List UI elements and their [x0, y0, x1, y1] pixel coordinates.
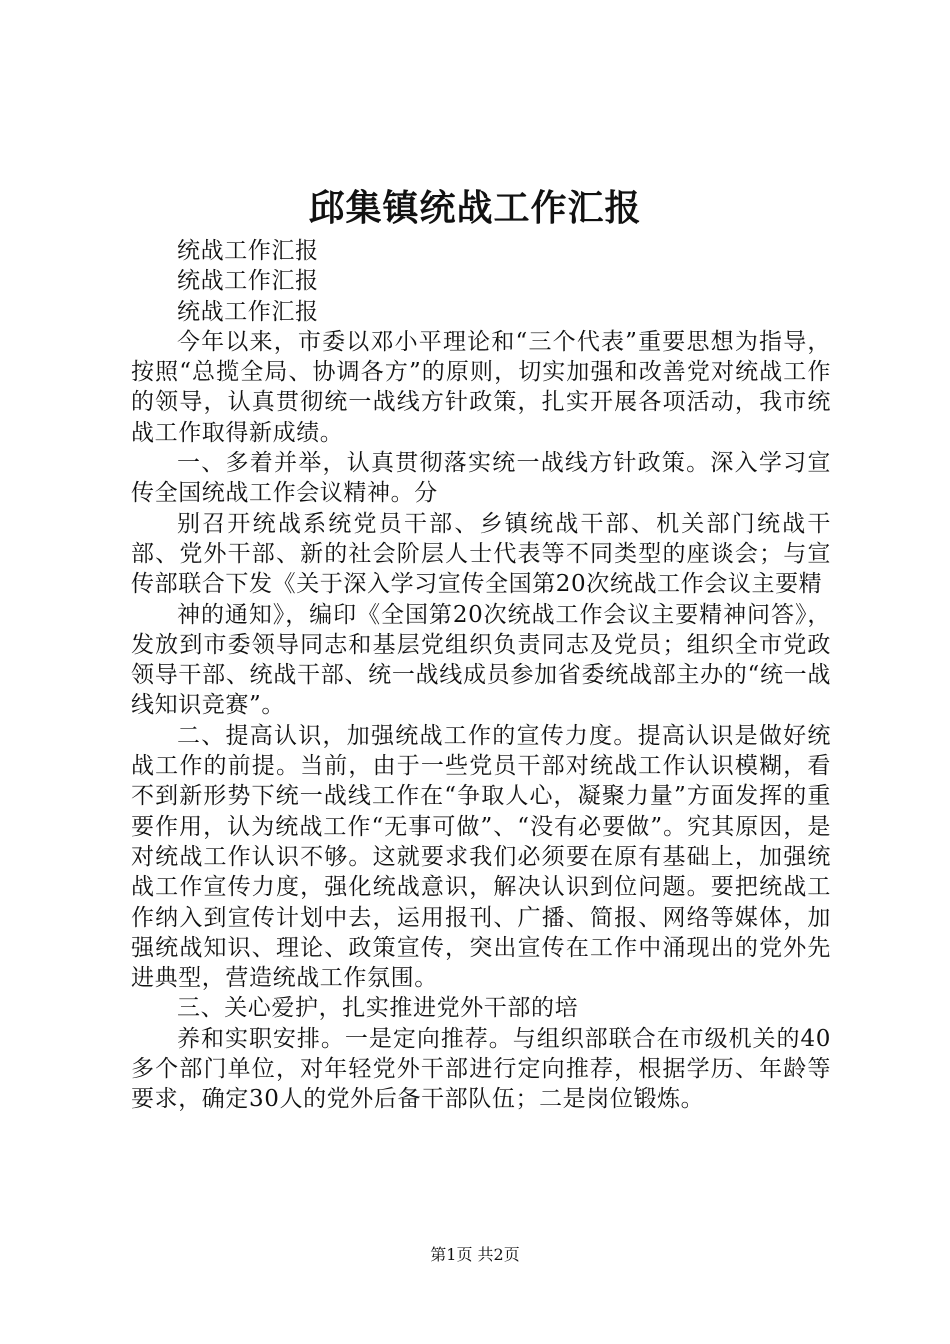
page-footer: 第1页 共2页: [430, 1245, 520, 1264]
paragraph: 统战工作汇报: [177, 268, 319, 295]
paragraph: 神的通知》，编印《全国第20次统战工作会议主要精神问答》，发放到市委领导同志和基层党组织负责同志及党员；组织全市党政领导干部、统战干部、统一战线成员参加省委统战部主办的“统一战线知识竞赛”。: [131, 601, 831, 719]
document-title: 邱集镇统战工作汇报: [308, 187, 642, 229]
document-body: [131, 236, 831, 1115]
paragraph: 统战工作汇报: [177, 298, 319, 325]
paragraph: 三、关心爱护，扎实推进党外干部的培: [177, 995, 579, 1022]
paragraph: 今年以来，市委以邓小平理论和“三个代表”重要思想为指导，按照“总揽全局、协调各方”的原则，切实加强和改善党对统战工作的领导，认真贯彻统一战线方针政策，扎实开展各项活动，我市统战工作取得新成绩。: [131, 328, 831, 446]
paragraph: 养和实职安排。一是定向推荐。与组织部联合在市级机关的40多个部门单位，对年轻党外干部进行定向推荐，根据学历、年龄等要求，确定30人的党外后备干部队伍；二是岗位锻炼。: [131, 1025, 831, 1113]
paragraph: 别召开统战系统党员干部、乡镇统战干部、机关部门统战干部、党外干部、新的社会阶层人士代表等不同类型的座谈会；与宣传部联合下发《关于深入学习宣传全国第20次统战工作会议主要精: [131, 510, 831, 598]
paragraph: 一、多着并举，认真贯彻落实统一战线方针政策。深入学习宣传全国统战工作会议精神。分: [131, 450, 831, 507]
paragraph: 二、提高认识，加强统战工作的宣传力度。提高认识是做好统战工作的前提。当前，由于一些党员干部对统战工作认识模糊，看不到新形势下统一战线工作在“争取人心，凝聚力量”方面发挥的重要作用，认为统战工作“无事可做”、“没有必要做”。究其原因，是对统战工作认识不够。这就要求我们必须要在原有基础上，加强统战工作宣传力度，强化统战意识，解决认识到位问题。要把统战工作纳入到宣传计划中去，运用报刊、广播、简报、网络等媒体，加强统战知识、理论、政策宣传，突出宣传在工作中涌现出的党外先进典型，营造统战工作氛围。: [131, 722, 831, 992]
paragraph: 统战工作汇报: [177, 238, 319, 264]
